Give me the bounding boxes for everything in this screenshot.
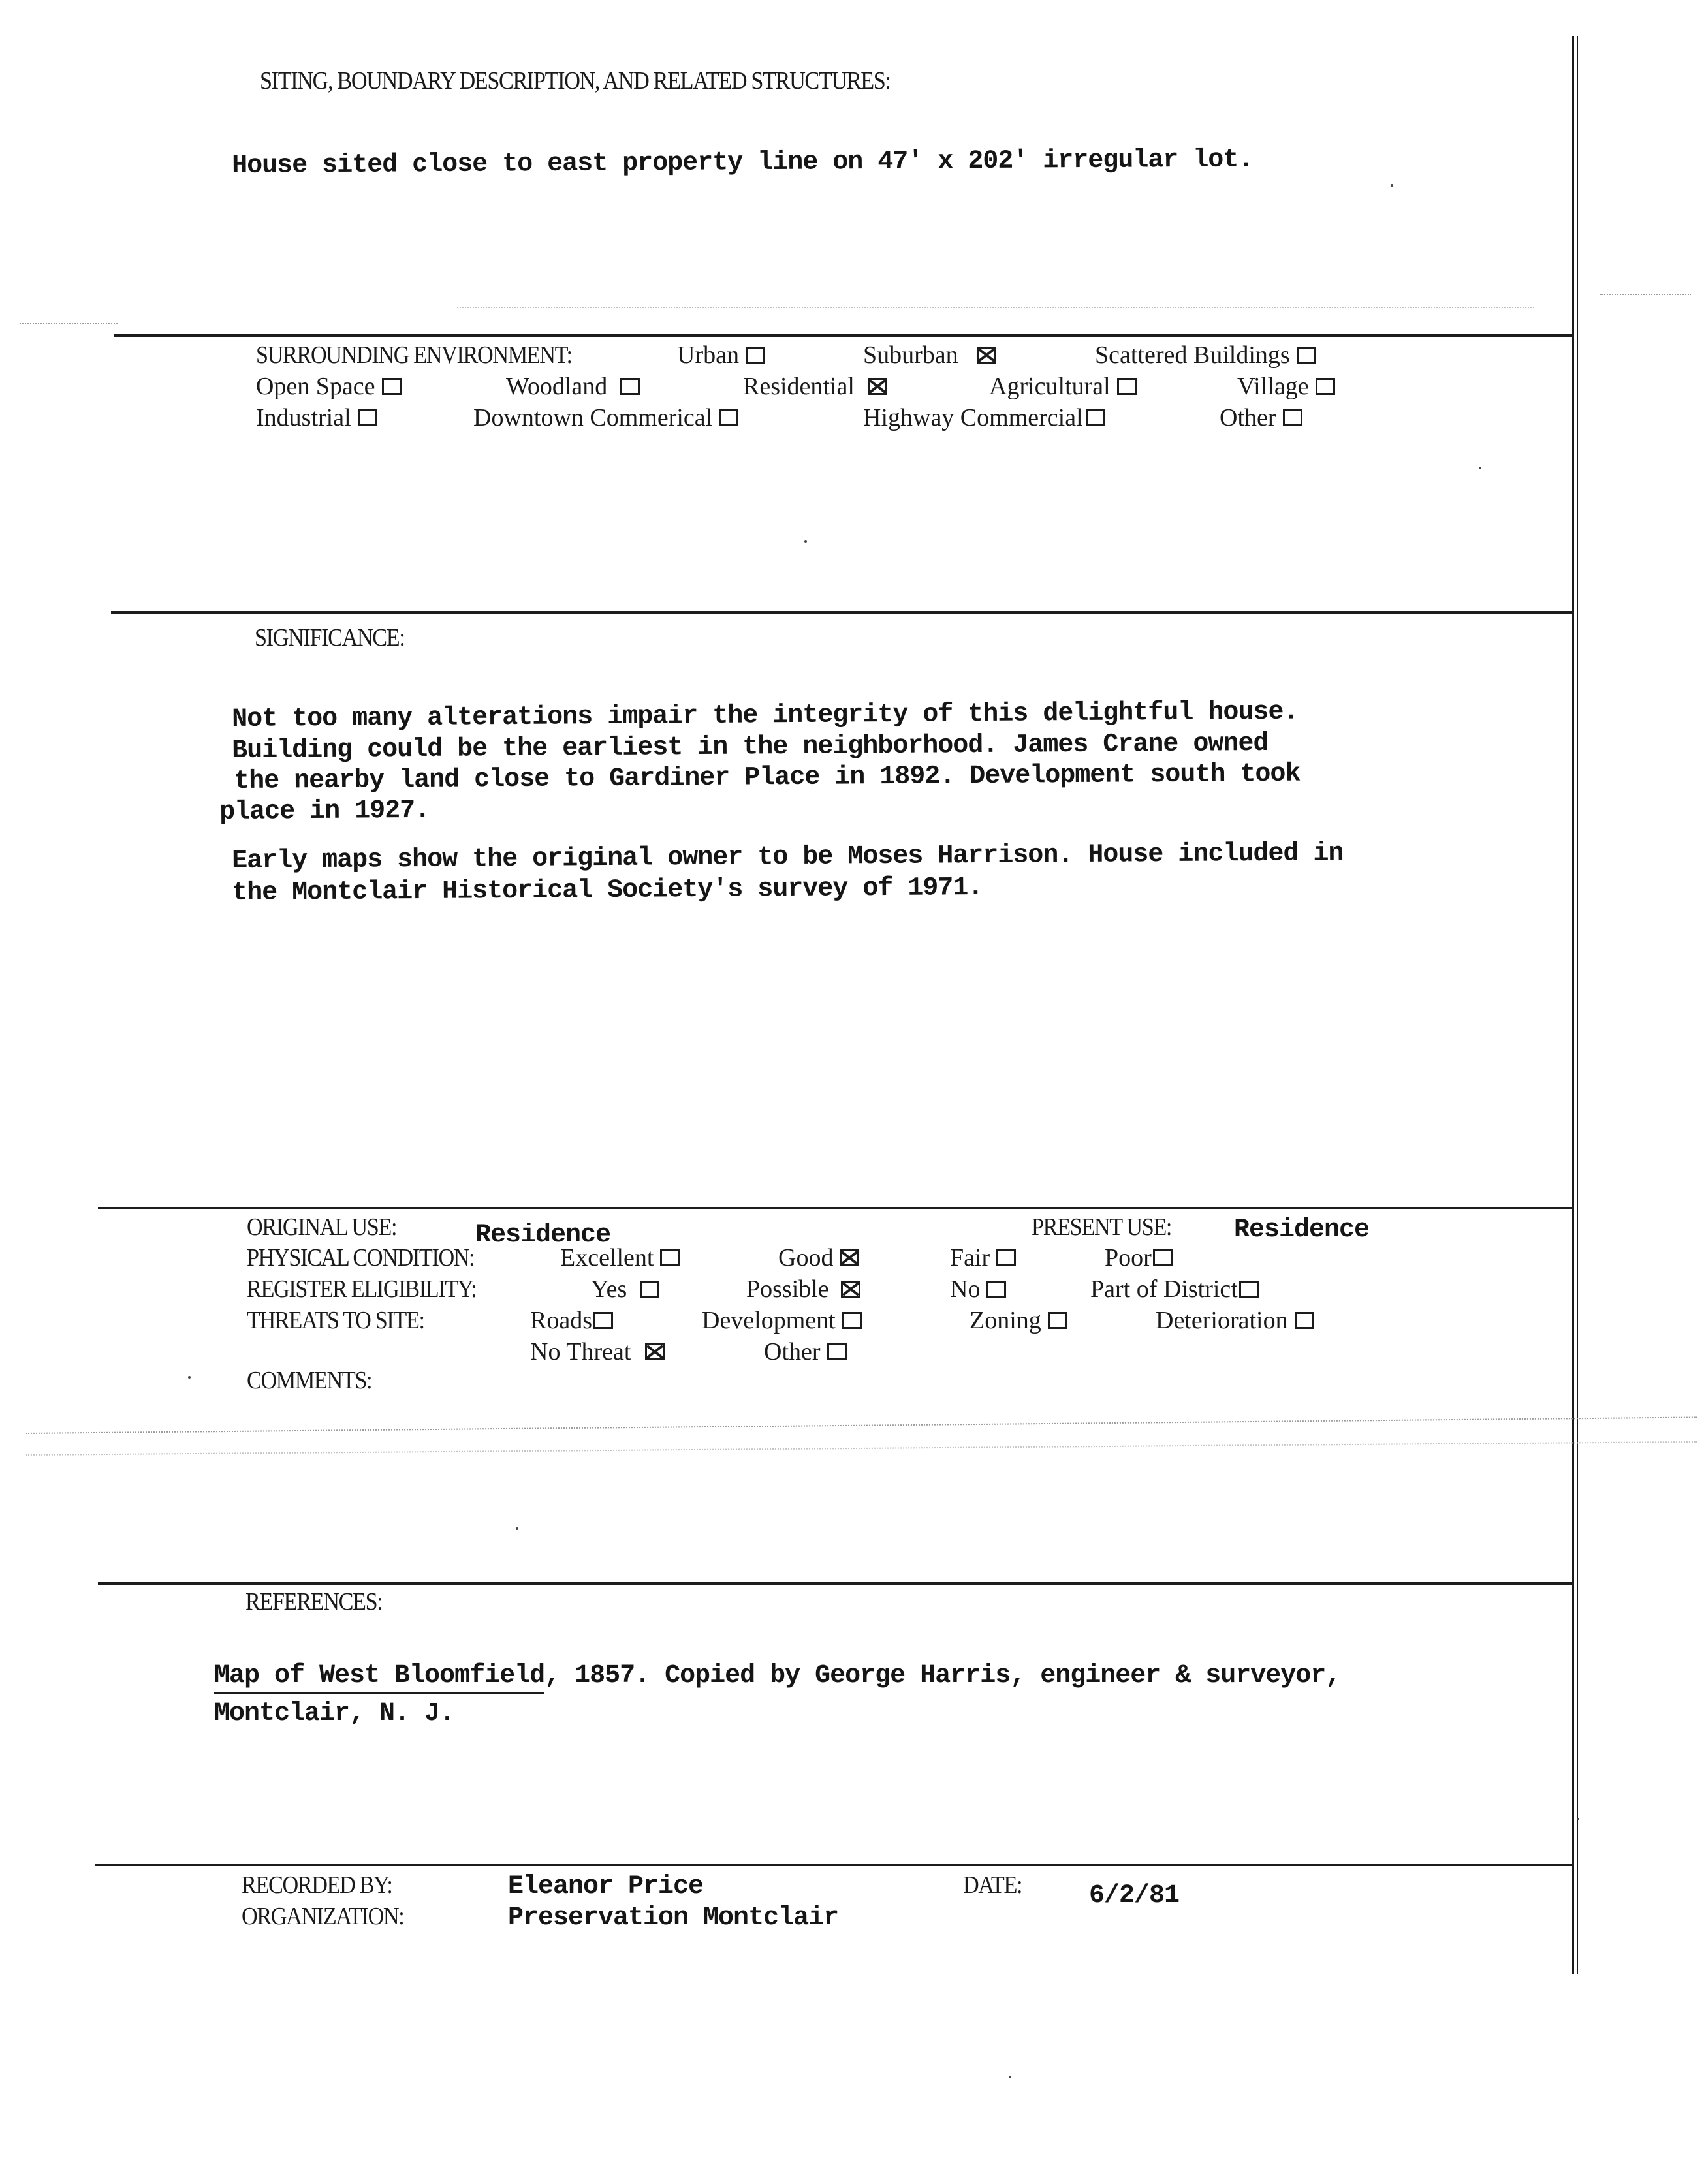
checkbox-unchecked-icon[interactable] bbox=[827, 1343, 847, 1360]
checkbox-checked-icon[interactable] bbox=[645, 1343, 665, 1360]
reference-details: , 1857. Copied by George Harris, engineer & surveyor, bbox=[544, 1661, 1341, 1691]
env-option-label: Suburban bbox=[863, 341, 958, 369]
condition-option-poor[interactable] bbox=[1105, 1243, 1173, 1272]
reference-line bbox=[214, 1661, 1340, 1691]
significance-heading: SIGNIFICANCE: bbox=[255, 624, 405, 651]
scan-speck bbox=[804, 540, 807, 543]
threat-option-other[interactable] bbox=[764, 1337, 847, 1366]
condition-option-label: Excellent bbox=[560, 1244, 654, 1271]
scan-speck bbox=[1479, 467, 1481, 469]
scan-speck bbox=[516, 1527, 518, 1530]
scan-speck bbox=[188, 1376, 191, 1379]
section-divider bbox=[98, 1207, 1573, 1209]
reference-location: Montclair, N. J. bbox=[214, 1699, 455, 1728]
comments-label: COMMENTS: bbox=[247, 1367, 372, 1394]
threats-label: THREATS TO SITE: bbox=[247, 1307, 424, 1334]
threat-option-label: Other bbox=[764, 1338, 821, 1365]
scan-speck bbox=[1391, 184, 1393, 187]
checkbox-unchecked-icon[interactable] bbox=[1295, 1312, 1314, 1329]
env-option-agricultural[interactable] bbox=[989, 372, 1137, 401]
section-divider bbox=[95, 1864, 1573, 1866]
significance-line: place in 1927. bbox=[219, 796, 430, 827]
checkbox-unchecked-icon[interactable] bbox=[640, 1281, 659, 1298]
checkbox-unchecked-icon[interactable] bbox=[1086, 409, 1105, 426]
threat-option-label: Deterioration bbox=[1156, 1307, 1288, 1334]
checkbox-unchecked-icon[interactable] bbox=[1153, 1249, 1173, 1266]
checkbox-unchecked-icon[interactable] bbox=[719, 409, 738, 426]
checkbox-checked-icon[interactable] bbox=[841, 1281, 860, 1298]
significance-line: the nearby land close to Gardiner Place in 1892. Development south took bbox=[234, 759, 1301, 796]
threat-option-label: Zoning bbox=[970, 1307, 1041, 1334]
threat-option-zoning[interactable] bbox=[970, 1306, 1067, 1335]
env-option-downtown-commerical[interactable] bbox=[473, 403, 738, 432]
env-option-residential[interactable] bbox=[743, 372, 887, 401]
date-value: 6/2/81 bbox=[1089, 1881, 1180, 1911]
original-use-label: ORIGINAL USE: bbox=[247, 1213, 397, 1241]
checkbox-checked-icon[interactable] bbox=[840, 1249, 859, 1266]
section-divider bbox=[98, 1582, 1573, 1585]
env-option-industrial[interactable] bbox=[256, 403, 377, 432]
env-option-urban[interactable] bbox=[677, 341, 765, 369]
scan-artifact-line bbox=[26, 1416, 1697, 1434]
checkbox-unchecked-icon[interactable] bbox=[986, 1281, 1006, 1298]
checkbox-unchecked-icon[interactable] bbox=[1316, 378, 1335, 395]
eligibility-option-label: Possible bbox=[746, 1275, 829, 1303]
original-use-value: Residence bbox=[475, 1221, 611, 1250]
checkbox-unchecked-icon[interactable] bbox=[1048, 1312, 1067, 1329]
checkbox-unchecked-icon[interactable] bbox=[1117, 378, 1137, 395]
page-right-border-inner bbox=[1577, 36, 1578, 1974]
checkbox-unchecked-icon[interactable] bbox=[842, 1312, 862, 1329]
eligibility-option-possible[interactable] bbox=[746, 1275, 860, 1303]
threat-option-label: No Threat bbox=[530, 1338, 631, 1365]
checkbox-unchecked-icon[interactable] bbox=[1283, 409, 1302, 426]
env-option-label: Downtown Commerical bbox=[473, 404, 713, 431]
env-option-label: Agricultural bbox=[989, 373, 1111, 400]
scan-speck bbox=[1577, 1818, 1579, 1820]
env-option-suburban[interactable] bbox=[863, 341, 996, 369]
register-eligibility-label: REGISTER ELIGIBILITY: bbox=[247, 1275, 477, 1303]
eligibility-option-label: No bbox=[950, 1275, 981, 1303]
condition-option-fair[interactable] bbox=[950, 1243, 1016, 1272]
recorded-by-label: RECORDED BY: bbox=[242, 1871, 392, 1899]
env-option-open-space[interactable] bbox=[256, 372, 402, 401]
date-label: DATE: bbox=[963, 1871, 1022, 1899]
section-divider bbox=[114, 334, 1573, 337]
eligibility-option-part-of-district[interactable] bbox=[1090, 1275, 1259, 1303]
env-option-label: Residential bbox=[743, 373, 855, 400]
significance-line: Building could be the earliest in the neighborhood. James Crane owned bbox=[232, 728, 1269, 766]
threat-option-label: Development bbox=[702, 1307, 836, 1334]
recorded-by-value: Eleanor Price bbox=[508, 1872, 704, 1901]
checkbox-checked-icon[interactable] bbox=[868, 378, 887, 395]
condition-option-label: Good bbox=[778, 1244, 834, 1271]
env-option-label: Urban bbox=[677, 341, 739, 369]
checkbox-checked-icon[interactable] bbox=[977, 347, 996, 364]
threat-option-roads[interactable] bbox=[530, 1306, 613, 1335]
scan-artifact-line bbox=[1600, 294, 1691, 295]
eligibility-option-label: Yes bbox=[591, 1275, 627, 1303]
significance-line: Not too many alterations impair the integrity of this delightful house. bbox=[232, 697, 1299, 734]
eligibility-option-yes[interactable] bbox=[591, 1275, 659, 1303]
references-heading: REFERENCES: bbox=[245, 1588, 383, 1615]
env-option-label: Highway Commercial bbox=[863, 404, 1083, 431]
env-option-label: Open Space bbox=[256, 373, 375, 400]
threat-option-label: Roads bbox=[530, 1307, 592, 1334]
threat-option-deterioration[interactable] bbox=[1156, 1306, 1314, 1335]
significance-line: Early maps show the original owner to be Moses Harrison. House included in bbox=[232, 839, 1344, 876]
eligibility-option-label: Part of District bbox=[1090, 1275, 1238, 1303]
page-right-border bbox=[1572, 36, 1574, 1974]
env-option-label: Industrial bbox=[256, 404, 351, 431]
checkbox-unchecked-icon[interactable] bbox=[746, 347, 765, 364]
env-option-highway-commercial[interactable] bbox=[863, 403, 1105, 432]
env-option-label: Scattered Buildings bbox=[1095, 341, 1290, 369]
checkbox-unchecked-icon[interactable] bbox=[358, 409, 377, 426]
eligibility-option-no[interactable] bbox=[950, 1275, 1006, 1303]
reference-map-title: Map of West Bloomfield bbox=[214, 1661, 544, 1694]
checkbox-unchecked-icon[interactable] bbox=[593, 1312, 613, 1329]
scan-artifact-line bbox=[26, 1441, 1697, 1456]
checkbox-unchecked-icon[interactable] bbox=[996, 1249, 1016, 1266]
siting-heading: SITING, BOUNDARY DESCRIPTION, AND RELATED STRUCTURES: bbox=[260, 67, 891, 95]
env-option-woodland[interactable] bbox=[506, 372, 640, 401]
siting-text: House sited close to east property line on 47' x 202' irregular lot. bbox=[232, 145, 1254, 181]
threat-option-development[interactable] bbox=[702, 1306, 862, 1335]
present-use-label: PRESENT USE: bbox=[1032, 1213, 1172, 1241]
section-divider bbox=[111, 611, 1573, 614]
env-option-label: Other bbox=[1220, 404, 1276, 431]
checkbox-unchecked-icon[interactable] bbox=[382, 378, 402, 395]
condition-option-excellent[interactable] bbox=[560, 1243, 680, 1272]
env-option-label: Village bbox=[1237, 373, 1309, 400]
scan-speck bbox=[1009, 2076, 1011, 2078]
environment-heading: SURROUNDING ENVIRONMENT: bbox=[256, 341, 572, 369]
condition-option-good[interactable] bbox=[778, 1243, 859, 1272]
checkbox-unchecked-icon[interactable] bbox=[1239, 1281, 1259, 1298]
significance-line: the Montclair Historical Society's survey of 1971. bbox=[232, 873, 983, 908]
env-option-other[interactable] bbox=[1220, 403, 1302, 432]
organization-label: ORGANIZATION: bbox=[242, 1903, 404, 1930]
organization-value: Preservation Montclair bbox=[508, 1903, 839, 1933]
scan-artifact-line bbox=[457, 307, 1534, 308]
checkbox-unchecked-icon[interactable] bbox=[660, 1249, 680, 1266]
physical-condition-label: PHYSICAL CONDITION: bbox=[247, 1244, 475, 1271]
checkbox-unchecked-icon[interactable] bbox=[620, 378, 640, 395]
checkbox-unchecked-icon[interactable] bbox=[1297, 347, 1316, 364]
env-option-scattered-buildings[interactable] bbox=[1095, 341, 1316, 369]
condition-option-label: Fair bbox=[950, 1244, 990, 1271]
present-use-value: Residence bbox=[1234, 1215, 1370, 1245]
scan-artifact-line bbox=[20, 323, 118, 324]
env-option-village[interactable] bbox=[1237, 372, 1335, 401]
threat-option-no-threat[interactable] bbox=[530, 1337, 665, 1366]
condition-option-label: Poor bbox=[1105, 1244, 1152, 1271]
env-option-label: Woodland bbox=[506, 373, 608, 400]
